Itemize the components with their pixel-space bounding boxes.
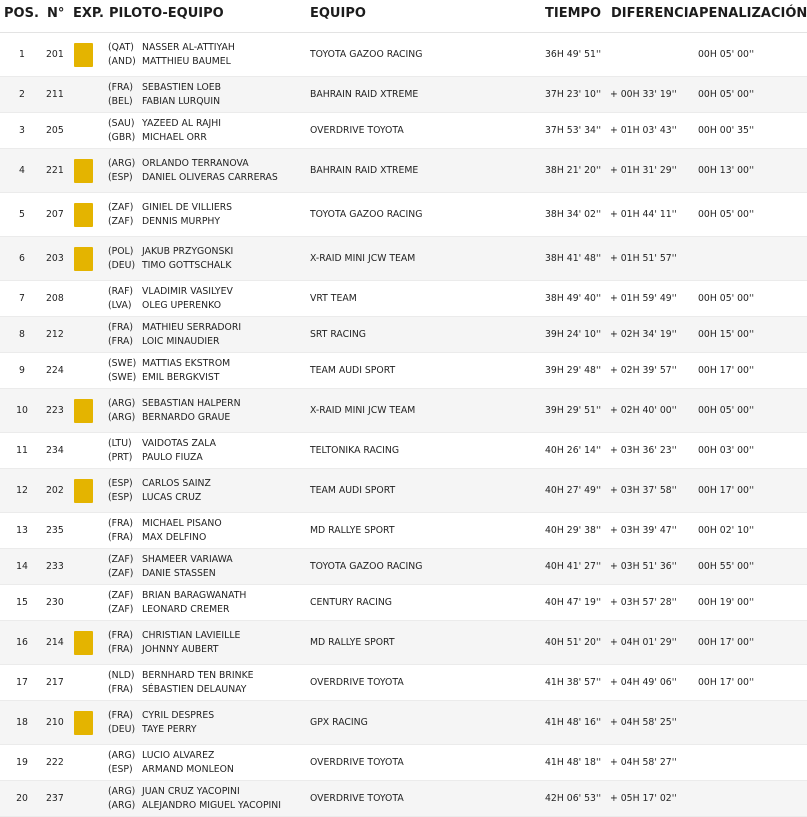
co-driver [108, 567, 233, 581]
driver [108, 285, 233, 299]
table-row [0, 317, 807, 353]
co-driver-name: MATTHIEU BAUMEL [142, 55, 231, 67]
position: 16 [16, 636, 28, 648]
co-driver [108, 299, 233, 313]
crew [108, 709, 214, 737]
driver [108, 517, 222, 531]
time-difference: + 02H 40' 00'' [610, 404, 677, 416]
team-name: TEAM AUDI SPORT [310, 484, 396, 496]
team-name: OVERDRIVE TOYOTA [310, 676, 404, 688]
car-number: 211 [46, 88, 64, 100]
co-driver [108, 799, 281, 813]
team-name: X-RAID MINI JCW TEAM [310, 252, 416, 264]
header-exp: EXP. [73, 6, 104, 21]
car-number: 233 [46, 560, 64, 572]
time-difference: + 03H 37' 58'' [610, 484, 677, 496]
table-row [0, 149, 807, 193]
driver-name: GINIEL DE VILLIERS [142, 201, 233, 213]
driver-name: CHRISTIAN LAVIEILLE [142, 629, 241, 641]
position: 5 [19, 208, 25, 220]
time-difference: + 02H 34' 19'' [610, 328, 677, 340]
penalty: 00H 05' 00'' [698, 292, 755, 304]
driver-name: JUAN CRUZ YACOPINI [142, 785, 240, 797]
driver-nationality: (ARG) [108, 749, 136, 761]
co-driver-name: ALEJANDRO MIGUEL YACOPINI [142, 799, 281, 811]
co-driver-name: OLEG UPERENKO [142, 299, 222, 311]
co-driver [108, 95, 221, 109]
header-number: N° [47, 6, 65, 21]
table-row [0, 469, 807, 513]
co-driver [108, 763, 234, 777]
co-driver-nationality: (SWE) [108, 371, 137, 383]
table-row [0, 281, 807, 317]
total-time: 40H 41' 27'' [545, 560, 602, 572]
total-time: 41H 48' 16'' [545, 716, 602, 728]
driver [108, 437, 216, 451]
driver-nationality: (ZAF) [108, 201, 134, 213]
car-number: 217 [46, 676, 64, 688]
total-time: 38H 21' 20'' [545, 164, 602, 176]
driver-name: JAKUB PRZYGONSKI [142, 245, 234, 257]
crew [108, 245, 233, 273]
total-time: 41H 38' 57'' [545, 676, 602, 688]
position: 11 [16, 444, 28, 456]
table-row [0, 77, 807, 113]
table-row [0, 433, 807, 469]
time-difference: + 03H 39' 47'' [610, 524, 677, 536]
header-team: EQUIPO [310, 6, 366, 21]
position: 17 [16, 676, 28, 688]
experience-badge-icon [74, 159, 93, 183]
total-time: 40H 51' 20'' [545, 636, 602, 648]
driver-name: MICHAEL PISANO [142, 517, 222, 529]
driver [108, 709, 214, 723]
penalty: 00H 03' 00'' [698, 444, 755, 456]
total-time: 40H 27' 49'' [545, 484, 602, 496]
position: 12 [16, 484, 28, 496]
table-row [0, 113, 807, 149]
position: 14 [16, 560, 28, 572]
co-driver-name: MAX DELFINO [142, 531, 207, 543]
penalty: 00H 05' 00'' [698, 208, 755, 220]
crew [108, 477, 211, 505]
co-driver [108, 491, 211, 505]
time-difference: + 03H 57' 28'' [610, 596, 677, 608]
co-driver-name: FABIAN LURQUIN [142, 95, 221, 107]
table-row [0, 193, 807, 237]
co-driver-nationality: (ARG) [108, 411, 136, 423]
driver-nationality: (ARG) [108, 157, 136, 169]
total-time: 36H 49' 51'' [545, 48, 602, 60]
co-driver [108, 683, 254, 697]
driver-nationality: (POL) [108, 245, 134, 257]
co-driver [108, 723, 214, 737]
time-difference: + 03H 51' 36'' [610, 560, 677, 572]
table-row [0, 513, 807, 549]
driver-nationality: (QAT) [108, 41, 134, 53]
co-driver [108, 259, 233, 273]
penalty: 00H 17' 00'' [698, 364, 755, 376]
crew [108, 117, 221, 145]
driver-nationality: (FRA) [108, 81, 134, 93]
total-time: 37H 53' 34'' [545, 124, 602, 136]
team-name: GPX RACING [310, 716, 368, 728]
co-driver-name: JOHNNY AUBERT [142, 643, 219, 655]
driver [108, 553, 233, 567]
penalty: 00H 17' 00'' [698, 676, 755, 688]
total-time: 41H 48' 18'' [545, 756, 602, 768]
driver [108, 357, 230, 371]
co-driver-nationality: (FRA) [108, 643, 134, 655]
position: 20 [16, 792, 28, 804]
co-driver-name: DANIE STASSEN [142, 567, 216, 579]
car-number: 222 [46, 756, 64, 768]
team-name: TOYOTA GAZOO RACING [310, 208, 423, 220]
team-name: VRT TEAM [310, 292, 357, 304]
co-driver-name: TAYE PERRY [142, 723, 197, 735]
time-difference: + 01H 59' 49'' [610, 292, 677, 304]
team-name: MD RALLYE SPORT [310, 636, 395, 648]
car-number: 201 [46, 48, 64, 60]
co-driver-nationality: (PRT) [108, 451, 133, 463]
crew [108, 669, 254, 697]
total-time: 38H 41' 48'' [545, 252, 602, 264]
position: 3 [19, 124, 25, 136]
co-driver-name: MICHAEL ORR [142, 131, 207, 143]
penalty: 00H 05' 00'' [698, 48, 755, 60]
position: 10 [16, 404, 28, 416]
penalty: 00H 17' 00'' [698, 484, 755, 496]
header-time: TIEMPO [545, 6, 602, 21]
team-name: TOYOTA GAZOO RACING [310, 48, 423, 60]
driver-nationality: (NLD) [108, 669, 135, 681]
car-number: 202 [46, 484, 64, 496]
driver [108, 629, 240, 643]
driver-name: ORLANDO TERRANOVA [142, 157, 249, 169]
time-difference: + 00H 33' 19'' [610, 88, 677, 100]
co-driver-name: ARMAND MONLEON [142, 763, 234, 775]
team-name: CENTURY RACING [310, 596, 392, 608]
penalty: 00H 55' 00'' [698, 560, 755, 572]
driver-nationality: (SWE) [108, 357, 137, 369]
position: 7 [19, 292, 25, 304]
driver-nationality: (LTU) [108, 437, 132, 449]
crew [108, 589, 246, 617]
co-driver-name: BERNARDO GRAUE [142, 411, 231, 423]
car-number: 223 [46, 404, 64, 416]
crew [108, 285, 233, 313]
position: 18 [16, 716, 28, 728]
co-driver [108, 531, 222, 545]
co-driver-nationality: (AND) [108, 55, 136, 67]
header-pilots: PILOTO-EQUIPO [109, 6, 224, 21]
penalty: 00H 05' 00'' [698, 88, 755, 100]
table-row [0, 701, 807, 745]
co-driver-nationality: (ARG) [108, 799, 136, 811]
time-difference: + 03H 36' 23'' [610, 444, 677, 456]
driver [108, 157, 278, 171]
driver [108, 245, 233, 259]
co-driver [108, 451, 216, 465]
team-name: OVERDRIVE TOYOTA [310, 792, 404, 804]
team-name: BAHRAIN RAID XTREME [310, 88, 419, 100]
crew [108, 437, 216, 465]
co-driver [108, 55, 235, 69]
header-penalty: PENALIZACIÓN [699, 6, 807, 21]
table-row [0, 621, 807, 665]
total-time: 37H 23' 10'' [545, 88, 602, 100]
crew [108, 749, 234, 777]
experience-badge-icon [74, 399, 93, 423]
co-driver-nationality: (DEU) [108, 259, 136, 271]
driver-nationality: (SAU) [108, 117, 135, 129]
driver-name: NASSER AL-ATTIYAH [142, 41, 235, 53]
driver [108, 201, 232, 215]
car-number: 212 [46, 328, 64, 340]
penalty: 00H 17' 00'' [698, 636, 755, 648]
total-time: 42H 06' 53'' [545, 792, 602, 804]
driver [108, 589, 246, 603]
co-driver [108, 171, 278, 185]
total-time: 39H 24' 10'' [545, 328, 602, 340]
driver [108, 81, 221, 95]
driver-name: VAIDOTAS ZALA [142, 437, 216, 449]
co-driver-name: DENNIS MURPHY [142, 215, 221, 227]
experience-badge-icon [74, 203, 93, 227]
car-number: 237 [46, 792, 64, 804]
table-row [0, 33, 807, 77]
co-driver [108, 411, 241, 425]
car-number: 214 [46, 636, 64, 648]
total-time: 39H 29' 48'' [545, 364, 602, 376]
table-row [0, 745, 807, 781]
car-number: 234 [46, 444, 64, 456]
table-row [0, 549, 807, 585]
crew [108, 517, 222, 545]
car-number: 224 [46, 364, 64, 376]
co-driver-name: SÉBASTIEN DELAUNAY [142, 683, 247, 695]
position: 2 [19, 88, 25, 100]
co-driver-nationality: (FRA) [108, 683, 134, 695]
driver [108, 669, 254, 683]
total-time: 38H 34' 02'' [545, 208, 602, 220]
total-time: 39H 29' 51'' [545, 404, 602, 416]
time-difference: + 01H 44' 11'' [610, 208, 677, 220]
crew [108, 785, 281, 813]
team-name: X-RAID MINI JCW TEAM [310, 404, 416, 416]
driver-name: LUCIO ALVAREZ [142, 749, 215, 761]
driver [108, 117, 221, 131]
penalty: 00H 13' 00'' [698, 164, 755, 176]
table-row [0, 389, 807, 433]
car-number: 207 [46, 208, 64, 220]
co-driver [108, 215, 232, 229]
position: 6 [19, 252, 25, 264]
position: 9 [19, 364, 25, 376]
position: 13 [16, 524, 28, 536]
penalty: 00H 00' 35'' [698, 124, 755, 136]
driver [108, 321, 241, 335]
total-time: 40H 26' 14'' [545, 444, 602, 456]
crew [108, 201, 232, 229]
co-driver-nationality: (ESP) [108, 763, 133, 775]
co-driver-nationality: (FRA) [108, 531, 134, 543]
penalty: 00H 02' 10'' [698, 524, 755, 536]
car-number: 221 [46, 164, 64, 176]
co-driver-name: LEONARD CREMER [142, 603, 230, 615]
driver-nationality: (ARG) [108, 397, 136, 409]
experience-badge-icon [74, 711, 93, 735]
co-driver-nationality: (BEL) [108, 95, 133, 107]
co-driver [108, 371, 230, 385]
co-driver [108, 335, 241, 349]
team-name: BAHRAIN RAID XTREME [310, 164, 419, 176]
driver-name: BRIAN BARAGWANATH [142, 589, 247, 601]
table-row [0, 237, 807, 281]
driver-name: YAZEED AL RAJHI [142, 117, 221, 129]
driver-nationality: (FRA) [108, 321, 134, 333]
position: 19 [16, 756, 28, 768]
car-number: 203 [46, 252, 64, 264]
experience-badge-icon [74, 43, 93, 67]
co-driver-nationality: (ZAF) [108, 603, 134, 615]
crew [108, 553, 233, 581]
driver-nationality: (ESP) [108, 477, 133, 489]
table-header [0, 0, 807, 33]
car-number: 208 [46, 292, 64, 304]
driver-nationality: (FRA) [108, 517, 134, 529]
driver-name: CARLOS SAINZ [142, 477, 211, 489]
experience-badge-icon [74, 247, 93, 271]
total-time: 38H 49' 40'' [545, 292, 602, 304]
driver-nationality: (FRA) [108, 629, 134, 641]
car-number: 230 [46, 596, 64, 608]
team-name: OVERDRIVE TOYOTA [310, 124, 404, 136]
crew [108, 357, 230, 385]
table-row [0, 781, 807, 817]
crew [108, 81, 221, 109]
experience-badge-icon [74, 479, 93, 503]
co-driver-nationality: (GBR) [108, 131, 136, 143]
driver [108, 397, 241, 411]
driver-nationality: (ZAF) [108, 553, 134, 565]
driver-nationality: (RAF) [108, 285, 134, 297]
team-name: OVERDRIVE TOYOTA [310, 756, 404, 768]
table-row [0, 665, 807, 701]
co-driver [108, 131, 221, 145]
time-difference: + 01H 51' 57'' [610, 252, 677, 264]
co-driver-nationality: (FRA) [108, 335, 134, 347]
penalty: 00H 15' 00'' [698, 328, 755, 340]
penalty: 00H 19' 00'' [698, 596, 755, 608]
co-driver [108, 603, 246, 617]
time-difference: + 04H 58' 25'' [610, 716, 677, 728]
team-name: TEAM AUDI SPORT [310, 364, 396, 376]
position: 8 [19, 328, 25, 340]
driver-name: VLADIMIR VASILYEV [142, 285, 233, 297]
driver-name: SEBASTIEN LOEB [142, 81, 222, 93]
crew [108, 397, 241, 425]
time-difference: + 05H 17' 02'' [610, 792, 677, 804]
time-difference: + 04H 49' 06'' [610, 676, 677, 688]
driver [108, 749, 234, 763]
position: 4 [19, 164, 25, 176]
time-difference: + 02H 39' 57'' [610, 364, 677, 376]
co-driver-name: TIMO GOTTSCHALK [142, 259, 232, 271]
co-driver-name: LUCAS CRUZ [142, 491, 202, 503]
driver-name: BERNHARD TEN BRINKE [142, 669, 254, 681]
driver-name: MATTIAS EKSTROM [142, 357, 231, 369]
header-pos: POS. [4, 6, 39, 21]
co-driver-nationality: (LVA) [108, 299, 132, 311]
total-time: 40H 29' 38'' [545, 524, 602, 536]
table-row [0, 585, 807, 621]
driver-nationality: (ARG) [108, 785, 136, 797]
team-name: TOYOTA GAZOO RACING [310, 560, 423, 572]
time-difference: + 01H 03' 43'' [610, 124, 677, 136]
co-driver-nationality: (ESP) [108, 491, 133, 503]
car-number: 210 [46, 716, 64, 728]
driver-name: MATHIEU SERRADORI [142, 321, 242, 333]
time-difference: + 01H 31' 29'' [610, 164, 677, 176]
co-driver-nationality: (ESP) [108, 171, 133, 183]
co-driver-nationality: (DEU) [108, 723, 136, 735]
time-difference: + 04H 58' 27'' [610, 756, 677, 768]
co-driver-name: PAULO FIUZA [142, 451, 203, 463]
table-row [0, 353, 807, 389]
driver-name: SEBASTIAN HALPERN [142, 397, 241, 409]
car-number: 235 [46, 524, 64, 536]
team-name: SRT RACING [310, 328, 366, 340]
driver [108, 477, 211, 491]
experience-badge-icon [74, 631, 93, 655]
crew [108, 157, 278, 185]
total-time: 40H 47' 19'' [545, 596, 602, 608]
driver [108, 41, 235, 55]
time-difference: + 04H 01' 29'' [610, 636, 677, 648]
position: 15 [16, 596, 28, 608]
driver-name: CYRIL DESPRES [142, 709, 215, 721]
position: 1 [19, 48, 25, 60]
driver [108, 785, 281, 799]
team-name: TELTONIKA RACING [310, 444, 400, 456]
car-number: 205 [46, 124, 64, 136]
co-driver-nationality: (ZAF) [108, 567, 134, 579]
co-driver-name: EMIL BERGKVIST [142, 371, 220, 383]
crew [108, 41, 235, 69]
header-diff: DIFERENCIA [611, 6, 699, 21]
penalty: 00H 05' 00'' [698, 404, 755, 416]
table-body [0, 33, 807, 817]
co-driver [108, 643, 240, 657]
co-driver-name: DANIEL OLIVERAS CARRERAS [142, 171, 278, 183]
co-driver-nationality: (ZAF) [108, 215, 134, 227]
crew [108, 629, 240, 657]
crew [108, 321, 241, 349]
team-name: MD RALLYE SPORT [310, 524, 395, 536]
co-driver-name: LOIC MINAUDIER [142, 335, 220, 347]
driver-name: SHAMEER VARIAWA [142, 553, 233, 565]
driver-nationality: (ZAF) [108, 589, 134, 601]
driver-nationality: (FRA) [108, 709, 134, 721]
